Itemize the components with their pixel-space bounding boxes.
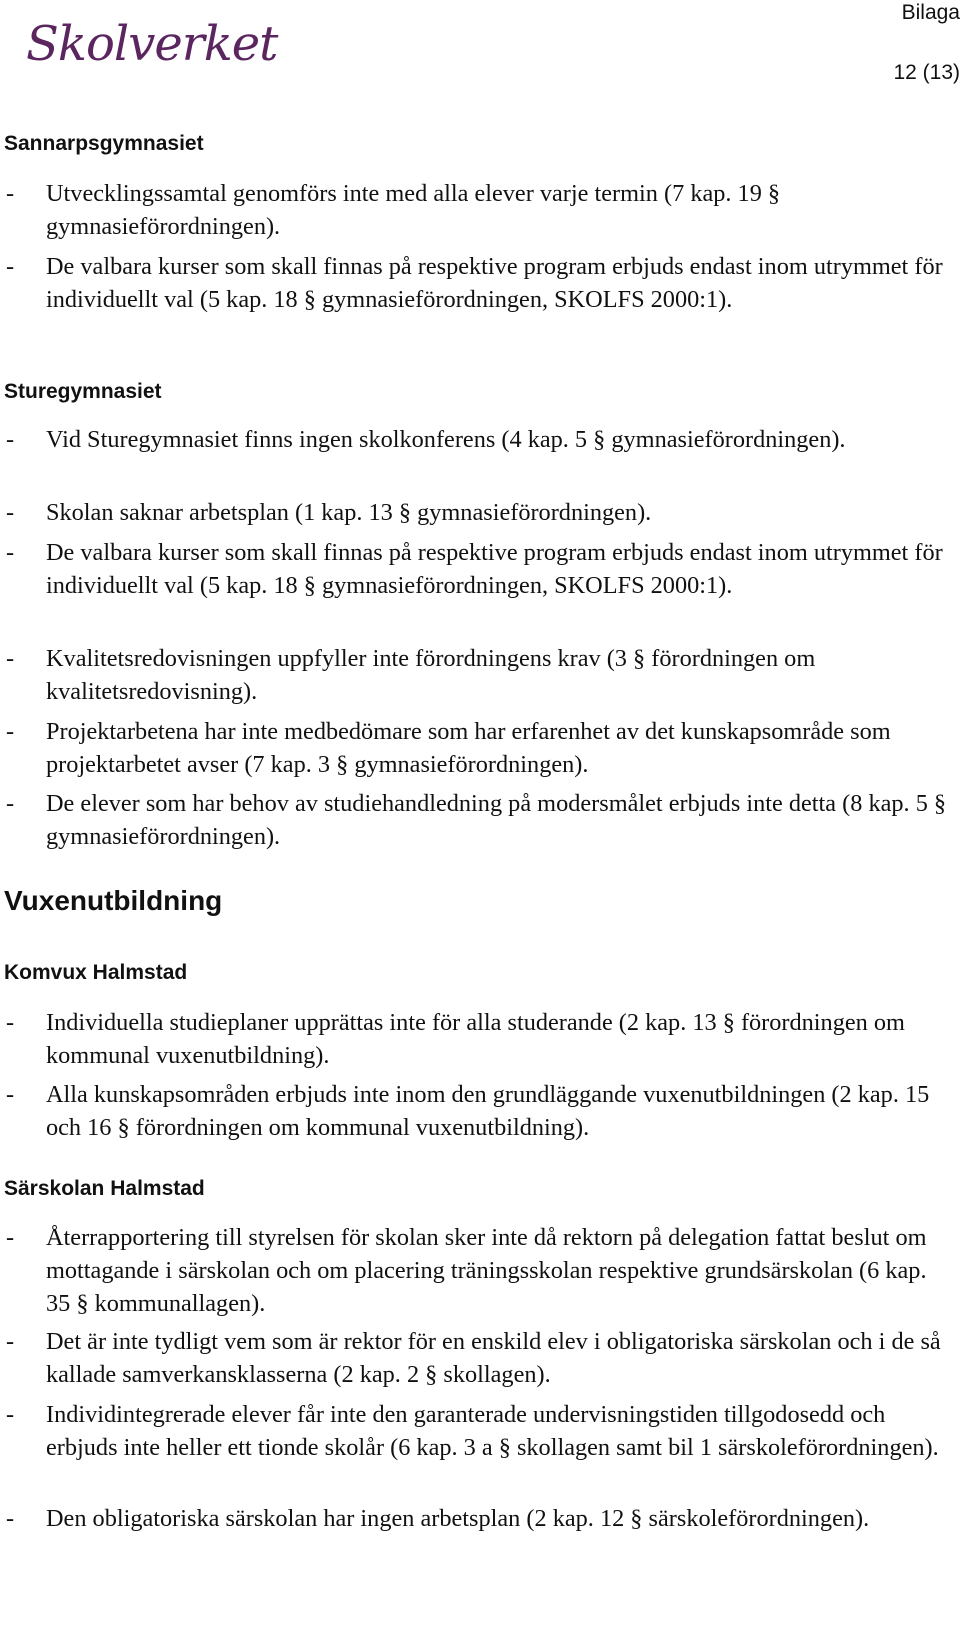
list-item-text: Projektarbetena har inte medbedömare som har erfarenhet av det kunskapsområde som projektarbetet avser (7 kap. 3 § gymnasieförordningen). bbox=[46, 718, 891, 778]
list-item bbox=[0, 715, 950, 781]
list-item-text: De valbara kurser som skall finnas på respektive program erbjuds endast inom utrymmet för individuellt val (5 kap. 18 § gymnasieförordningen, SKOLFS 2000:1). bbox=[46, 539, 943, 599]
list-item-text: Utvecklingssamtal genomförs inte med alla elever varje termin (7 kap. 19 § gymnasieförordningen). bbox=[46, 180, 781, 240]
list-item-text: Individintegrerade elever får inte den garanterade undervisningstiden tillgodosedd och erbjuds inte heller ett tionde skolår (6 kap. 3 a § skollagen samt bil 1 särskoleförordningen). bbox=[46, 1401, 939, 1461]
list-item bbox=[0, 642, 950, 708]
list-item-text: Alla kunskapsområden erbjuds inte inom den grundläggande vuxenutbildningen (2 kap. 15 och 16 § förordningen om kommunal vuxenutbildning). bbox=[46, 1081, 930, 1141]
list-item bbox=[0, 250, 950, 316]
heading-sarskolan-halmstad: Särskolan Halmstad bbox=[4, 1177, 205, 1200]
list-dash: - bbox=[6, 790, 15, 817]
list-dash: - bbox=[6, 645, 15, 672]
list-dash: - bbox=[6, 1224, 15, 1251]
list-dash: - bbox=[6, 180, 15, 207]
list-dash: - bbox=[6, 1328, 15, 1355]
list-item-text: Skolan saknar arbetsplan (1 kap. 13 § gymnasieförordningen). bbox=[46, 499, 652, 526]
list-item bbox=[0, 536, 950, 602]
list-item-text: Den obligatoriska särskolan har ingen arbetsplan (2 kap. 12 § särskoleförordningen). bbox=[46, 1505, 870, 1532]
list-item bbox=[0, 496, 950, 529]
list-item bbox=[0, 1398, 950, 1464]
list-item-text: Individuella studieplaner upprättas inte för alla studerande (2 kap. 13 § förordningen om kommunal vuxenutbildning). bbox=[46, 1009, 905, 1069]
list-item bbox=[0, 1502, 950, 1535]
list-dash: - bbox=[6, 1505, 15, 1532]
list-dash: - bbox=[6, 539, 15, 566]
list-item bbox=[0, 423, 950, 456]
list-dash: - bbox=[6, 499, 15, 526]
list-dash: - bbox=[6, 253, 15, 280]
list-item bbox=[0, 1325, 950, 1391]
list-item bbox=[0, 1078, 950, 1144]
list-item bbox=[0, 1006, 950, 1072]
list-item-text: Vid Sturegymnasiet finns ingen skolkonferens (4 kap. 5 § gymnasieförordningen). bbox=[46, 426, 846, 453]
list-dash: - bbox=[6, 426, 15, 453]
list-item-text: Återrapportering till styrelsen för skolan sker inte då rektorn på delegation fattat beslut om mottagande i särskolan och om placering träningsskolan respektive grundsärskolan (6 kap. 35 § kommunallagen). bbox=[46, 1224, 927, 1317]
list-item-text: Kvalitetsredovisningen uppfyller inte förordningens krav (3 § förordningen om kvalitetsredovisning). bbox=[46, 645, 816, 705]
list-item bbox=[0, 787, 950, 853]
page-number: 12 (13) bbox=[893, 61, 960, 84]
heading-sturegymnasiet: Sturegymnasiet bbox=[4, 380, 162, 403]
heading-komvux-halmstad: Komvux Halmstad bbox=[4, 961, 188, 984]
list-dash: - bbox=[6, 718, 15, 745]
heading-vuxenutbildning: Vuxenutbildning bbox=[4, 885, 223, 916]
list-dash: - bbox=[6, 1081, 15, 1108]
skolverket-logo: Skolverket bbox=[26, 16, 278, 72]
list-dash: - bbox=[6, 1009, 15, 1036]
heading-sannarpsgymnasiet: Sannarpsgymnasiet bbox=[4, 132, 204, 155]
list-item bbox=[0, 1221, 950, 1320]
list-item bbox=[0, 177, 950, 243]
list-item-text: De elever som har behov av studiehandledning på modersmålet erbjuds inte detta (8 kap. 5 § gymnasieförordningen). bbox=[46, 790, 947, 850]
attachment-label: Bilaga bbox=[901, 1, 960, 24]
list-item-text: De valbara kurser som skall finnas på respektive program erbjuds endast inom utrymmet för individuellt val (5 kap. 18 § gymnasieförordningen, SKOLFS 2000:1). bbox=[46, 253, 943, 313]
list-dash: - bbox=[6, 1401, 15, 1428]
list-item-text: Det är inte tydligt vem som är rektor för en enskild elev i obligatoriska särskolan och i de så kallade samverkansklasserna (2 kap. 2 § skollagen). bbox=[46, 1328, 941, 1388]
